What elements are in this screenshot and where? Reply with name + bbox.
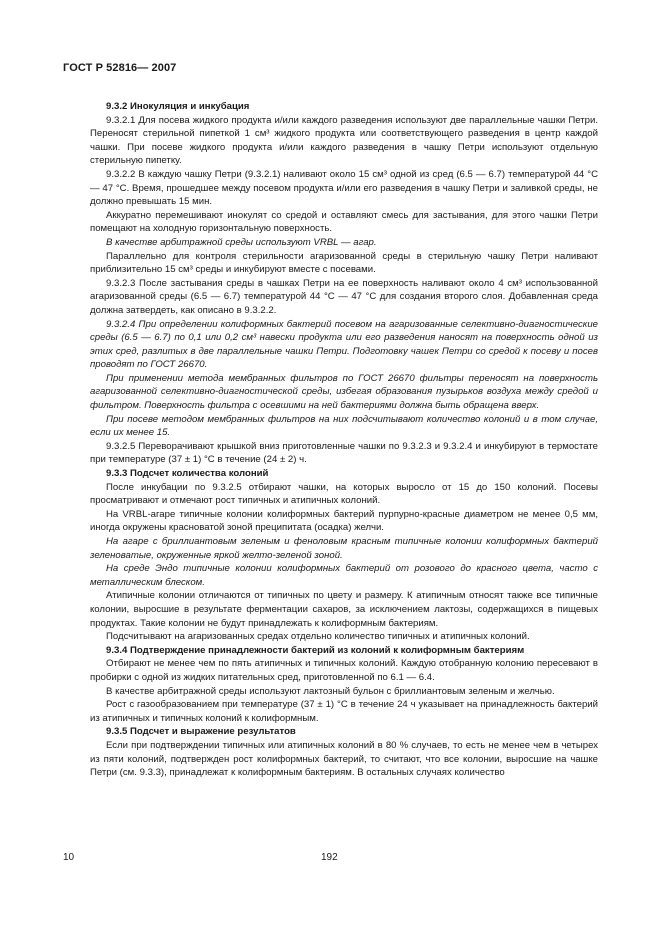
paragraph: Отбирают не менее чем по пять атипичных и типичных колоний. Каждую отобранную колонию пересевают в пробирки с одной из жидких питательных сред, приготовленной по 6.1 — 6.4. (90, 658, 598, 683)
paragraph: 9.3.2.5 Переворачивают крышкой вниз приготовленные чашки по 9.3.2.3 и 9.3.2.4 и инкубируют в термостате при температуре (37 ± 1) °С в течение (24 ± 2) ч. (90, 440, 598, 466)
document-body (90, 100, 598, 780)
paragraph: Аккуратно перемешивают инокулят со средой и оставляют смесь для застывания, для этого чашки Петри помещают на холодную горизонтальную поверхность. (90, 209, 598, 235)
paragraph-italic: На агаре с бриллиантовым зеленым и феноловым красным типичные колонии колиформных бактерий зеленоватые, окруженные яркой желто-зеленой зоной. (90, 536, 598, 561)
paragraph: На VRBL-агаре типичные колонии колиформных бактерий пурпурно-красные диаметром не менее 0,5 мм, иногда окружены красноватой зоной преципитата (осадка) желчи. (90, 508, 598, 534)
paragraph-italic: При посеве методом мембранных фильтров на них подсчитывают количество колоний и в том случае, если их менее 15. (90, 413, 598, 439)
paragraph: Подсчитывают на агаризованных средах отдельно количество типичных и атипичных колоний. (106, 631, 530, 643)
paragraph: 9.3.2.1 Для посева жидкого продукта и/или каждого разведения используют две параллельные чашки Петри. Переносят стерильной пипеткой 1 см³ жидкого продукта или соответствующего разведения в центр каждой чашки. При посеве жидкого продукта и/или каждого разведения в чашку Петри используют отдельную стерильную пипетку. (90, 114, 598, 167)
paragraph: Рост с газообразованием при температуре (37 ± 1) °С в течение 24 ч указывает на принадлежность бактерий из атипичных и типичных колоний к колиформным. (90, 699, 598, 724)
paragraph: Параллельно для контроля стерильности агаризованной среды в стерильную чашку Петри наливают приблизительно 15 см³ среды и инкубируют вместе с посевами. (90, 250, 598, 276)
paragraph-italic: В качестве арбитражной среды используют VRBL — агар. (106, 236, 377, 248)
document-header: ГОСТ Р 52816— 2007 (63, 62, 177, 74)
paragraph: В качестве арбитражной среды используют лактозный бульон с бриллиантовым зеленым и желчью. (106, 685, 555, 697)
heading-9-3-5: 9.3.5 Подсчет и выражение результатов (106, 726, 296, 738)
paragraph: Атипичные колонии отличаются от типичных по цвету и размеру. К атипичным относят также все типичные колонии, выросшие в результате ферментации сахаров, за исключением лактозы, содержащихся в пищевых продуктах. Такие колонии не будут принадлежать к колиформным бактериям. (90, 590, 598, 629)
paragraph-italic: При применении метода мембранных фильтров по ГОСТ 26670 фильтры переносят на поверхность агаризованной селективно-диагностической среды, избегая образования пузырьков воздуха между средой и фильтром. Поверхность фильтра с осевшими на ней бактериями должна быть обращена вверх. (90, 372, 598, 412)
heading-9-3-3: 9.3.3 Подсчет количества колоний (106, 468, 269, 480)
sheet-number: 192 (321, 852, 338, 863)
paragraph: 9.3.2.2 В каждую чашку Петри (9.3.2.1) наливают около 15 см³ одной из сред (6.5 — 6.7) температурой 44 °С — 47 °С. Время, прошедшее между посевом продукта и/или его разведения в чашку Петри и заливкой среды, не должно превышать 15 мин. (90, 168, 598, 208)
paragraph: 9.3.2.3 После застывания среды в чашках Петри на ее поверхность наливают около 4 см³ использованной агаризованной среды (6.5 — 6.7) температурой 44 °С — 47 °С для создания второго слоя. Добавленная среда должна затвердеть, как описано в 9.3.2.2. (90, 277, 598, 316)
heading-9-3-2: 9.3.2 Инокуляция и инкубация (106, 101, 250, 112)
paragraph-italic: 9.3.2.4 При определении колиформных бактерий посевом на агаризованные селективно-диагностические среды (6.5 — 6.7) по 0,1 или 0,2 см³ навески продукта или его разведения наносят на поверхность одной из этих сред, разлитых в две параллельные чашки Петри. Подготовку чашек Петри со средой к посеву и посев проводят по ГОСТ 26670. (90, 318, 598, 371)
paragraph: После инкубации по 9.3.2.5 отбирают чашки, на которых выросло от 15 до 150 колоний. Посевы просматривают и отмечают рост типичных и атипичных колоний. (90, 481, 598, 507)
heading-9-3-4: 9.3.4 Подтверждение принадлежности бактерий из колоний к колиформным бактериям (106, 644, 525, 656)
page-number: 10 (63, 852, 75, 863)
paragraph-italic: На среде Эндо типичные колонии колиформных бактерий от розового до красного цвета, часто с металлическим блеском. (90, 563, 598, 588)
paragraph: Если при подтверждении типичных или атипичных колоний в 80 % случаев, то есть не менее чем в четырех из пяти колоний, подтвержден рост колиформных бактерий, то считают, что все колонии, выросшие на чашке Петри (см. 9.3.3), принадлежат к колиформным бактериям. В остальных случаях количество (90, 739, 598, 779)
